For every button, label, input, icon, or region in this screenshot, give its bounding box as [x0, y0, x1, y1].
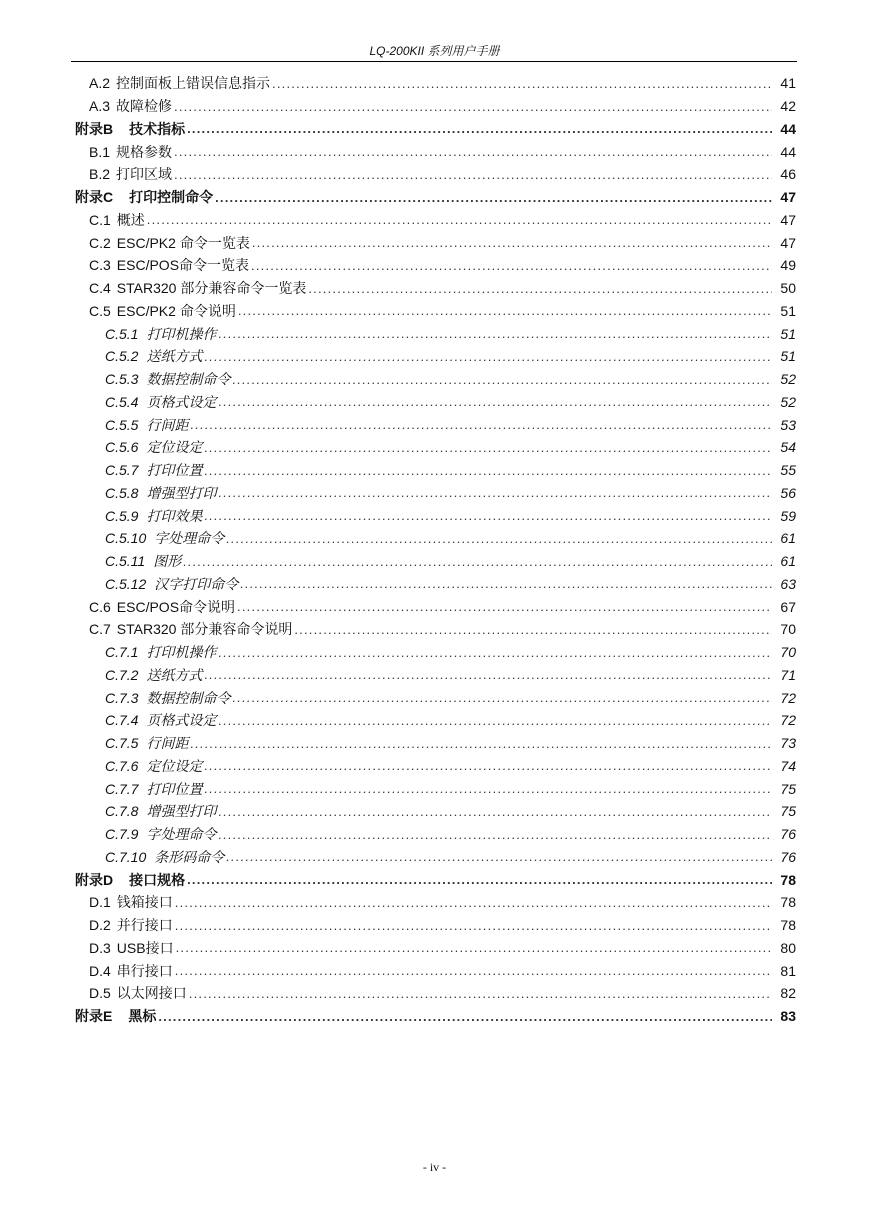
toc-entry-number: D.1 [89, 894, 111, 911]
toc-entry-number: B.1 [89, 143, 111, 160]
toc-entry-title: 以太网接口 [116, 985, 187, 1002]
dot-leader [252, 235, 772, 250]
toc-entry-label [89, 915, 173, 935]
toc-entry[interactable] [0, 95, 869, 118]
toc-entry-title: 黑标 [128, 1008, 157, 1025]
toc-entry-number: C.5.11 [105, 553, 146, 570]
toc-entry-number: C.2 [89, 234, 111, 251]
toc-entry-number: C.7.7 [105, 780, 139, 797]
toc-entry-page: 44 [780, 120, 796, 137]
toc-entry-label [105, 779, 202, 799]
toc-entry-number: C.5.3 [105, 371, 139, 388]
toc-entry[interactable] [0, 254, 869, 277]
dot-leader [204, 463, 772, 478]
dot-leader [226, 849, 772, 864]
toc-entry[interactable] [0, 391, 869, 414]
toc-entry[interactable] [0, 345, 869, 368]
toc-entry-label [105, 528, 224, 548]
toc-entry-page: 72 [780, 689, 796, 706]
toc-entry-title: ESC/POS命令一览表 [116, 257, 250, 274]
toc-entry[interactable] [0, 163, 869, 186]
toc-entry[interactable] [0, 231, 869, 254]
toc-entry-page: 55 [780, 462, 796, 479]
toc-entry-page: 82 [780, 985, 796, 1002]
toc-entry[interactable] [0, 846, 869, 869]
dot-leader [240, 576, 772, 591]
dot-leader [218, 713, 772, 728]
toc-entry-page: 42 [780, 98, 796, 115]
toc-entry[interactable] [0, 755, 869, 778]
toc-entry-page: 76 [780, 826, 796, 843]
toc-entry-number: C.5.4 [105, 393, 139, 410]
toc-entry-number: C.7.2 [105, 666, 139, 683]
dot-leader [218, 645, 772, 660]
dot-leader [174, 144, 772, 159]
toc-entry-number: 附录B [75, 120, 114, 137]
table-of-contents [0, 72, 869, 1028]
toc-entry-number: C.3 [89, 257, 111, 274]
toc-entry-title: 定位设定 [146, 439, 203, 456]
toc-entry-label [105, 824, 216, 844]
toc-entry-label [105, 346, 202, 366]
toc-entry[interactable] [0, 686, 869, 709]
toc-entry-page: 59 [780, 507, 796, 524]
toc-entry[interactable] [0, 868, 869, 891]
toc-entry-page: 70 [780, 644, 796, 661]
dot-leader [190, 417, 772, 432]
dot-leader [158, 1009, 772, 1024]
toc-entry[interactable] [0, 277, 869, 300]
toc-entry-title: STAR320 部分兼容命令一览表 [116, 280, 307, 297]
page-number: - iv - [422, 1160, 447, 1174]
toc-entry-label [75, 119, 185, 139]
dot-leader [147, 212, 772, 227]
toc-entry-number: C.4 [89, 280, 111, 297]
toc-entry-page: 51 [780, 302, 796, 319]
toc-entry[interactable] [0, 72, 869, 95]
toc-entry-page: 44 [780, 143, 796, 160]
toc-entry-title: 规格参数 [116, 143, 173, 160]
toc-entry-title: 钱箱接口 [116, 894, 173, 911]
toc-entry[interactable] [0, 641, 869, 664]
dot-leader [190, 736, 772, 751]
toc-entry-label [105, 324, 216, 344]
toc-entry-page: 56 [780, 484, 796, 501]
toc-entry-label [89, 233, 250, 253]
toc-entry-page: 41 [780, 75, 796, 92]
dot-leader [294, 622, 772, 637]
toc-entry[interactable] [0, 482, 869, 505]
toc-entry-title: 故障检修 [116, 98, 173, 115]
toc-entry-title: ESC/POS命令说明 [116, 598, 236, 615]
toc-entry-page: 51 [780, 325, 796, 342]
toc-entry-title: 汉字打印命令 [154, 575, 239, 592]
toc-entry-title: 打印区域 [116, 166, 173, 183]
toc-entry[interactable] [0, 732, 869, 755]
toc-entry-page: 61 [780, 530, 796, 547]
toc-entry[interactable] [0, 322, 869, 345]
toc-entry-title: 字处理命令 [146, 826, 217, 843]
toc-entry-page: 80 [780, 939, 796, 956]
toc-entry-title: ESC/PK2 命令说明 [116, 302, 236, 319]
toc-entry[interactable] [0, 413, 869, 436]
toc-entry[interactable] [0, 937, 869, 960]
toc-entry-page: 71 [780, 666, 796, 683]
toc-entry-title: 页格式设定 [146, 393, 217, 410]
toc-entry-page: 78 [780, 871, 796, 888]
toc-entry-page: 74 [780, 757, 796, 774]
toc-entry-label [105, 483, 216, 503]
toc-entry-number: C.7.5 [105, 735, 139, 752]
dot-leader [175, 963, 772, 978]
dot-leader [308, 281, 772, 296]
toc-entry-title: USB接口 [116, 939, 174, 956]
toc-entry-number: C.7.8 [105, 803, 139, 820]
toc-entry-number: D.5 [89, 985, 111, 1002]
toc-entry-page: 52 [780, 371, 796, 388]
toc-entry-label [75, 1006, 156, 1026]
toc-entry-label [105, 688, 230, 708]
toc-entry-number: C.7 [89, 621, 111, 638]
toc-entry-label [89, 892, 173, 912]
dot-leader [174, 99, 772, 114]
toc-entry-number: C.5 [89, 302, 111, 319]
toc-entry-label [105, 801, 216, 821]
toc-entry-label [105, 460, 202, 480]
toc-entry[interactable] [0, 800, 869, 823]
toc-entry-number: A.2 [89, 75, 111, 92]
toc-entry-title: 打印机操作 [146, 644, 217, 661]
dot-leader [183, 554, 772, 569]
toc-entry-title: 行间距 [146, 416, 189, 433]
toc-entry[interactable] [0, 914, 869, 937]
toc-entry-page: 46 [780, 166, 796, 183]
dot-leader [189, 986, 772, 1001]
toc-entry-label [105, 574, 238, 594]
dot-leader [204, 667, 772, 682]
toc-entry-label [105, 665, 202, 685]
dot-leader [272, 76, 772, 91]
toc-entry[interactable] [0, 1005, 869, 1028]
dot-leader [204, 349, 772, 364]
header-divider [71, 61, 797, 62]
toc-entry-label [105, 756, 202, 776]
toc-entry-label [89, 938, 174, 958]
toc-entry-title: 页格式设定 [146, 712, 217, 729]
toc-entry-number: C.5.10 [105, 530, 147, 547]
toc-entry-label [89, 96, 172, 116]
toc-entry-number: C.7.10 [105, 848, 147, 865]
toc-entry-title: 串行接口 [116, 962, 173, 979]
toc-entry[interactable] [0, 823, 869, 846]
toc-entry-title: 打印控制命令 [129, 189, 214, 206]
toc-entry-title: 送纸方式 [146, 666, 203, 683]
toc-entry-label [89, 983, 187, 1003]
toc-entry-page: 73 [780, 735, 796, 752]
toc-entry-page: 52 [780, 393, 796, 410]
toc-entry-title: 技术指标 [129, 120, 186, 137]
dot-leader [226, 531, 772, 546]
toc-entry-page: 49 [780, 257, 796, 274]
toc-entry-number: C.5.5 [105, 416, 139, 433]
dot-leader [218, 804, 772, 819]
dot-leader [237, 599, 772, 614]
toc-entry[interactable] [0, 891, 869, 914]
toc-entry-number: C.5.12 [105, 575, 147, 592]
toc-entry-title: 数据控制命令 [146, 371, 231, 388]
dot-leader [204, 781, 772, 796]
toc-entry-title: ESC/PK2 命令一览表 [116, 234, 250, 251]
toc-entry-title: 并行接口 [116, 917, 173, 934]
dot-leader [175, 895, 772, 910]
toc-entry-title: 打印机操作 [146, 325, 217, 342]
dot-leader [218, 326, 772, 341]
toc-entry-page: 61 [780, 553, 796, 570]
toc-entry-title: 概述 [116, 211, 145, 228]
dot-leader [232, 690, 772, 705]
toc-entry-number: 附录D [75, 871, 114, 888]
toc-entry[interactable] [0, 550, 869, 573]
toc-entry[interactable] [0, 504, 869, 527]
toc-entry-label [105, 847, 224, 867]
toc-entry-title: 打印位置 [146, 462, 203, 479]
toc-entry[interactable] [0, 368, 869, 391]
toc-entry-number: C.6 [89, 598, 111, 615]
toc-entry-label [89, 210, 145, 230]
toc-entry[interactable] [0, 140, 869, 163]
toc-entry[interactable] [0, 573, 869, 596]
toc-entry-label [105, 551, 181, 571]
toc-entry-page: 50 [780, 280, 796, 297]
toc-entry-label [75, 870, 185, 890]
toc-entry-page: 70 [780, 621, 796, 638]
toc-entry-title: 条形码命令 [154, 848, 225, 865]
toc-entry[interactable] [0, 777, 869, 800]
toc-entry-title: 数据控制命令 [146, 689, 231, 706]
toc-entry-number: C.7.1 [105, 644, 139, 661]
toc-entry[interactable] [0, 186, 869, 209]
toc-entry-number: C.7.6 [105, 757, 139, 774]
dot-leader [174, 167, 772, 182]
toc-entry-label [89, 142, 172, 162]
toc-entry-page: 67 [780, 598, 796, 615]
toc-entry[interactable] [0, 118, 869, 141]
toc-entry-label [89, 597, 235, 617]
toc-entry-label [89, 278, 306, 298]
toc-entry-page: 53 [780, 416, 796, 433]
dot-leader [238, 303, 772, 318]
dot-leader [187, 872, 772, 887]
toc-entry-number: C.7.4 [105, 712, 139, 729]
toc-entry-label [75, 187, 213, 207]
dot-leader [218, 827, 772, 842]
toc-entry-title: 打印位置 [146, 780, 203, 797]
toc-entry[interactable] [0, 959, 869, 982]
dot-leader [187, 121, 772, 136]
toc-entry-title: 打印效果 [146, 507, 203, 524]
toc-entry-title: 接口规格 [129, 871, 186, 888]
toc-entry-title: 控制面板上错误信息指示 [116, 75, 271, 92]
dot-leader [251, 258, 772, 273]
toc-entry[interactable] [0, 664, 869, 687]
dot-leader [204, 508, 772, 523]
toc-entry-label [105, 392, 216, 412]
toc-entry-label [89, 164, 172, 184]
toc-entry-label [105, 733, 188, 753]
toc-entry-page: 54 [780, 439, 796, 456]
toc-entry-page: 75 [780, 803, 796, 820]
dot-leader [218, 485, 772, 500]
toc-entry-title: 字处理命令 [154, 530, 225, 547]
toc-entry[interactable] [0, 709, 869, 732]
dot-leader [204, 440, 772, 455]
toc-entry-label [105, 369, 230, 389]
toc-entry[interactable] [0, 595, 869, 618]
dot-leader [175, 918, 772, 933]
toc-entry-number: C.1 [89, 211, 111, 228]
toc-entry-number: C.5.1 [105, 325, 139, 342]
toc-entry-title: 定位设定 [146, 757, 203, 774]
toc-entry-page: 78 [780, 917, 796, 934]
toc-entry-title: 送纸方式 [146, 348, 203, 365]
toc-entry-page: 81 [780, 962, 796, 979]
toc-entry-label [105, 437, 202, 457]
toc-entry[interactable] [0, 209, 869, 232]
toc-entry-title: 增强型打印 [146, 803, 217, 820]
toc-entry-number: 附录C [75, 189, 114, 206]
toc-entry-label [105, 415, 188, 435]
toc-entry-number: B.2 [89, 166, 111, 183]
dot-leader [215, 190, 772, 205]
toc-entry-number: 附录E [75, 1008, 113, 1025]
toc-entry-label [105, 710, 216, 730]
toc-entry-number: D.4 [89, 962, 111, 979]
toc-entry-number: D.2 [89, 917, 111, 934]
dot-leader [232, 372, 772, 387]
toc-entry-label [89, 301, 236, 321]
toc-entry-page: 47 [780, 234, 796, 251]
toc-entry-number: C.5.9 [105, 507, 139, 524]
toc-entry-page: 72 [780, 712, 796, 729]
toc-entry-label [89, 255, 249, 275]
toc-entry-label [89, 73, 270, 93]
toc-entry-number: C.7.9 [105, 826, 139, 843]
toc-entry-page: 47 [780, 211, 796, 228]
toc-entry-page: 83 [780, 1008, 796, 1025]
toc-entry-page: 51 [780, 348, 796, 365]
toc-entry-number: C.5.8 [105, 484, 139, 501]
toc-entry[interactable] [0, 618, 869, 641]
toc-entry-page: 78 [780, 894, 796, 911]
toc-entry-label [105, 642, 216, 662]
toc-entry[interactable] [0, 459, 869, 482]
dot-leader [176, 940, 772, 955]
dot-leader [218, 394, 772, 409]
toc-entry-number: C.5.2 [105, 348, 139, 365]
toc-entry[interactable] [0, 436, 869, 459]
toc-entry[interactable] [0, 527, 869, 550]
toc-entry-label [89, 619, 292, 639]
toc-entry-page: 63 [780, 575, 796, 592]
running-header: LQ-200KII 系列用户手册 [369, 44, 500, 58]
toc-entry-number: C.7.3 [105, 689, 139, 706]
toc-entry-title: 图形 [153, 553, 182, 570]
toc-entry-label [89, 961, 173, 981]
toc-entry-page: 47 [780, 189, 796, 206]
toc-entry-page: 76 [780, 848, 796, 865]
toc-entry-page: 75 [780, 780, 796, 797]
toc-entry-number: C.5.6 [105, 439, 139, 456]
toc-entry-number: D.3 [89, 939, 111, 956]
toc-entry-number: C.5.7 [105, 462, 139, 479]
toc-entry-label [105, 506, 202, 526]
toc-entry[interactable] [0, 300, 869, 323]
dot-leader [204, 758, 772, 773]
toc-entry-number: A.3 [89, 98, 111, 115]
toc-entry[interactable] [0, 982, 869, 1005]
toc-entry-title: 增强型打印 [146, 484, 217, 501]
toc-entry-title: 行间距 [146, 735, 189, 752]
toc-entry-title: STAR320 部分兼容命令说明 [116, 621, 293, 638]
